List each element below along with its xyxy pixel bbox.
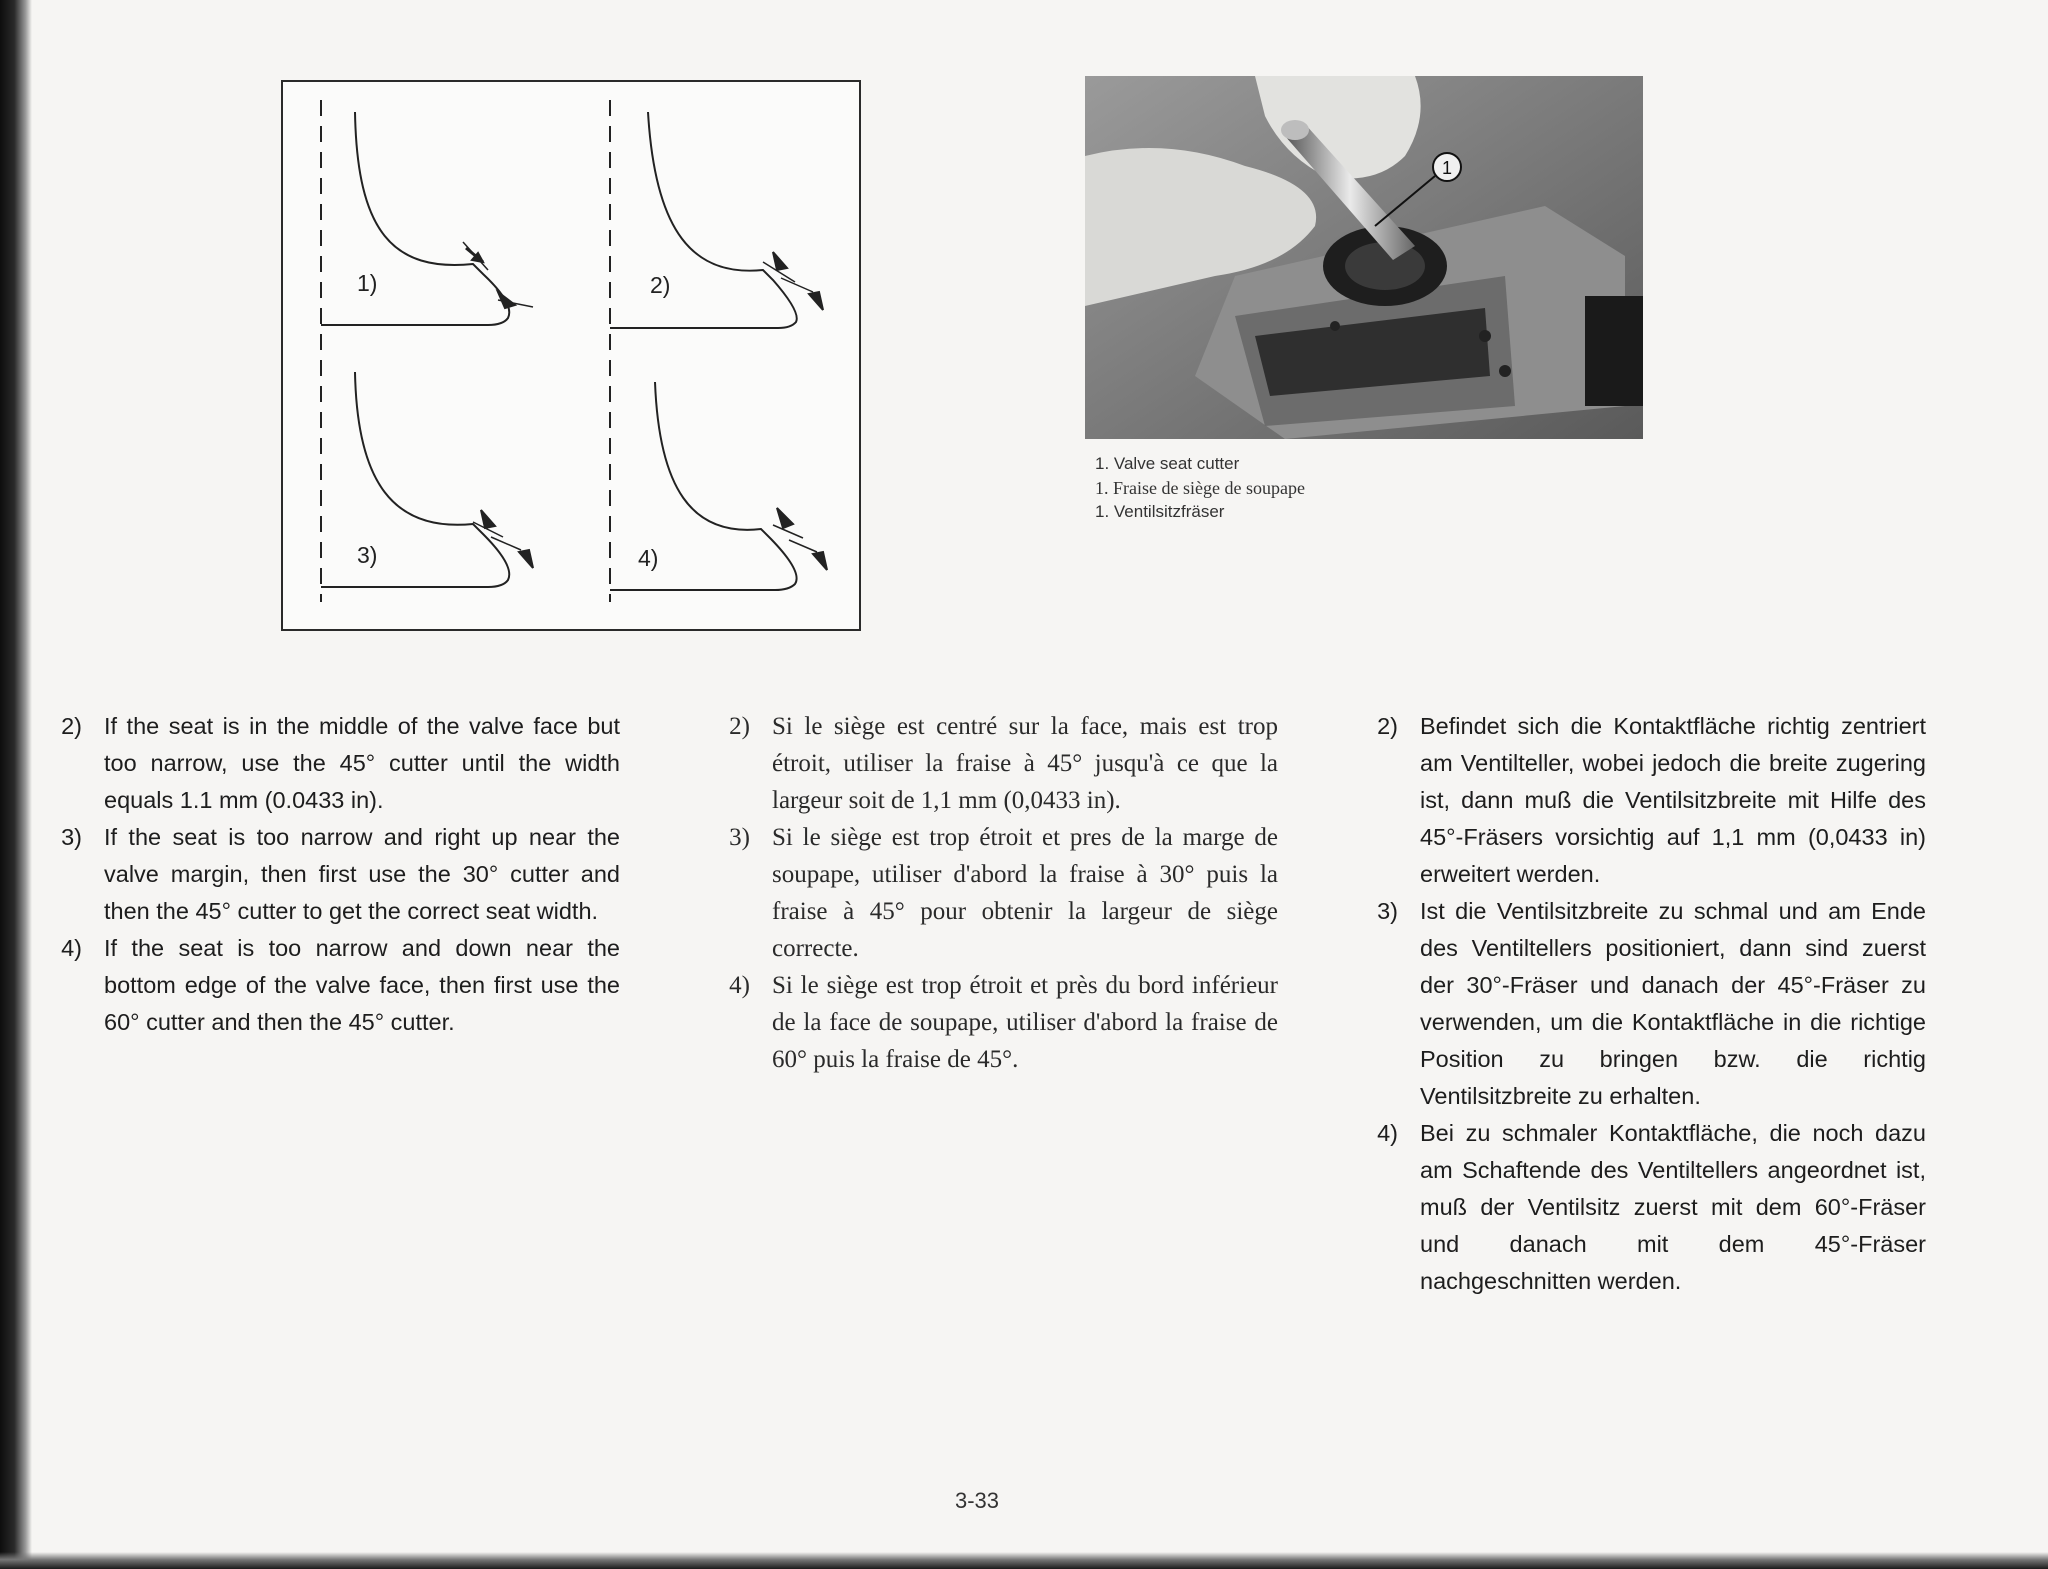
page-number: 3-33 — [955, 1488, 1000, 1513]
item-number: 2) — [61, 713, 82, 739]
french-column — [708, 708, 1278, 1078]
panel-label-4: 4) — [638, 545, 659, 571]
list-item — [1356, 893, 1926, 1115]
item-number: 3) — [1377, 898, 1398, 924]
item-number: 2) — [729, 713, 750, 740]
photo-caption — [1095, 452, 1415, 524]
panel-1-valve — [321, 112, 533, 325]
item-text: Ist die Ventilsitzbreite zu schmal und am Ende des Ventiltellers positioniert, dann sind zuerst der 30°-Fräser und danach der 45°-Fräser zu verwenden, um die Kontaktfläche in die richtige Position zu bringen bzw. die richtig Ventilsitzbreite zu erhalten. — [1420, 898, 1926, 1109]
item-text: If the seat is too narrow and down near the bottom edge of the valve face, then first use the 60° cutter and then the 45° cutter. — [104, 935, 620, 1035]
english-column — [40, 708, 620, 1041]
panel-3-valve — [321, 372, 533, 587]
list-item — [708, 819, 1278, 967]
list-item — [1356, 708, 1926, 893]
panel-label-3: 3) — [357, 542, 378, 568]
item-number: 4) — [729, 972, 750, 999]
list-item — [708, 967, 1278, 1078]
item-text: Bei zu schmaler Kontaktfläche, die noch dazu am Schaftende des Ventiltellers angeordnet ist, muß der Ventilsitz zuerst mit dem 60°-Fräser und danach mit dem 45°-Fräser nachgeschnitten werden. — [1420, 1120, 1926, 1294]
caption-english: 1. Valve seat cutter — [1095, 454, 1240, 473]
item-number: 4) — [1377, 1120, 1398, 1146]
list-item — [708, 708, 1278, 819]
item-text: Si le siège est trop étroit et pres de la marge de soupape, utiliser d'abord la fraise à 30° puis la fraise à 45° pour obtenir la largeur de siège correcte. — [772, 824, 1278, 962]
item-number: 3) — [729, 824, 750, 851]
caption-german: 1. Ventilsitzfräser — [1095, 502, 1225, 521]
panel-label-1: 1) — [357, 270, 378, 296]
binding-shadow-bottom — [0, 1552, 2048, 1569]
item-text: If the seat is in the middle of the valve face but too narrow, use the 45° cutter until the width equals 1.1 mm (0.0433 in). — [104, 713, 620, 813]
item-number: 2) — [1377, 713, 1398, 739]
list-item — [40, 930, 620, 1041]
item-text: Befindet sich die Kontaktfläche richtig zentriert am Ventilteller, wobei jedoch die breite zugering ist, dann muß die Ventilsitzbreite mit Hilfe des 45°-Fräsers vorsichtig auf 1,1 mm (0,0433 in) erweitert werden. — [1420, 713, 1926, 887]
list-item — [40, 708, 620, 819]
item-text: If the seat is too narrow and right up near the valve margin, then first use the 30° cutter and then the 45° cutter to get the correct seat width. — [104, 824, 620, 924]
item-number: 3) — [61, 824, 82, 850]
binding-shadow-left — [0, 0, 32, 1569]
valve-seat-figure — [281, 80, 861, 631]
item-text: Si le siège est centré sur la face, mais est trop étroit, utiliser la fraise à 45° jusqu'à ce que la largeur soit de 1,1 mm (0,0433 in). — [772, 713, 1278, 814]
list-item — [1356, 1115, 1926, 1300]
item-number: 4) — [61, 935, 82, 961]
list-item — [40, 819, 620, 930]
item-text: Si le siège est trop étroit et près du bord inférieur de la face de soupape, utiliser d'abord la fraise de 60° puis la fraise de 45°. — [772, 972, 1278, 1073]
caption-french: 1. Fraise de siège de soupape — [1095, 478, 1305, 498]
german-column — [1356, 708, 1926, 1300]
panel-2-valve — [610, 112, 823, 328]
photo-illustration — [1085, 76, 1643, 439]
panel-label-2: 2) — [650, 272, 671, 298]
photo-callout-number: 1 — [1441, 158, 1453, 178]
valve-seat-cutter-photo — [1085, 76, 1643, 439]
